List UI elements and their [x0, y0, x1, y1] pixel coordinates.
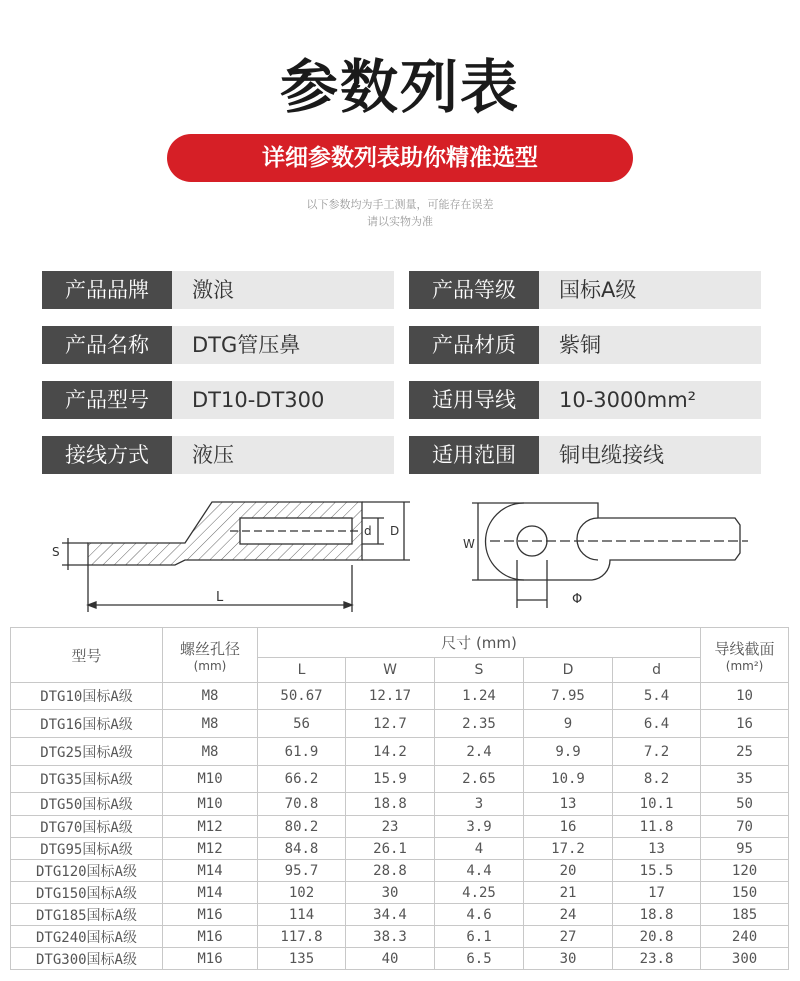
cell-d-large: 10.9 [524, 766, 613, 793]
cell-d-small: 23.8 [613, 948, 701, 970]
cell-l: 135 [258, 948, 346, 970]
cell-w: 40 [346, 948, 435, 970]
cell-d-large: 30 [524, 948, 613, 970]
top-view-drawing [472, 503, 748, 608]
cell-d-small: 5.4 [613, 683, 701, 710]
header-size: 尺寸 (mm) [258, 628, 701, 658]
cell-model: DTG185国标A级 [11, 904, 163, 926]
header-model: 型号 [11, 628, 163, 683]
cell-model: DTG95国标A级 [11, 838, 163, 860]
cell-screw-hole: M16 [163, 948, 258, 970]
cell-l: 66.2 [258, 766, 346, 793]
disclaimer-line-1: 以下参数均为手工测量，可能存在误差 [306, 198, 494, 211]
table-row [11, 838, 789, 860]
spec-brand [42, 271, 394, 309]
cell-d-small: 20.8 [613, 926, 701, 948]
cell-model: DTG50国标A级 [11, 793, 163, 816]
table-row [11, 683, 789, 710]
cell-model: DTG16国标A级 [11, 710, 163, 738]
spec-key: 接线方式 [42, 436, 172, 474]
cell-model: DTG70国标A级 [11, 816, 163, 838]
cell-model: DTG25国标A级 [11, 738, 163, 766]
spec-range [409, 436, 761, 474]
cell-s: 4 [435, 838, 524, 860]
subheader-l: L [258, 658, 346, 683]
cell-wire-section: 16 [701, 710, 789, 738]
cell-w: 26.1 [346, 838, 435, 860]
spec-connection [42, 436, 394, 474]
cell-wire-section: 95 [701, 838, 789, 860]
cell-s: 4.25 [435, 882, 524, 904]
cell-s: 3.9 [435, 816, 524, 838]
cell-screw-hole: M16 [163, 926, 258, 948]
cell-screw-hole: M10 [163, 793, 258, 816]
cell-screw-hole: M8 [163, 683, 258, 710]
cell-l: 70.8 [258, 793, 346, 816]
cell-wire-section: 10 [701, 683, 789, 710]
cell-wire-section: 70 [701, 816, 789, 838]
side-view-drawing [62, 502, 410, 612]
spec-value: 国标A级 [539, 271, 761, 309]
cell-w: 28.8 [346, 860, 435, 882]
dim-label-w: W [463, 537, 475, 551]
cell-l: 114 [258, 904, 346, 926]
cell-d-large: 9 [524, 710, 613, 738]
cell-wire-section: 150 [701, 882, 789, 904]
cell-model: DTG10国标A级 [11, 683, 163, 710]
spec-key: 产品名称 [42, 326, 172, 364]
cell-d-large: 9.9 [524, 738, 613, 766]
cell-s: 2.4 [435, 738, 524, 766]
cell-l: 102 [258, 882, 346, 904]
cell-d-small: 8.2 [613, 766, 701, 793]
cell-d-large: 16 [524, 816, 613, 838]
cell-d-large: 24 [524, 904, 613, 926]
spec-value: 10-3000mm² [539, 381, 761, 419]
cell-screw-hole: M16 [163, 904, 258, 926]
dim-label-d-large: D [390, 524, 400, 538]
cell-wire-section: 35 [701, 766, 789, 793]
cell-w: 30 [346, 882, 435, 904]
spec-grade [409, 271, 761, 309]
header-screw-hole [163, 628, 258, 683]
cell-s: 1.24 [435, 683, 524, 710]
spec-value: 紫铜 [539, 326, 761, 364]
cell-s: 3 [435, 793, 524, 816]
table-row [11, 738, 789, 766]
cell-w: 15.9 [346, 766, 435, 793]
parameter-table [10, 627, 789, 970]
page-title: 参数列表 [279, 53, 520, 121]
cell-d-small: 10.1 [613, 793, 701, 816]
cell-w: 12.17 [346, 683, 435, 710]
header-wire-unit: (mm²) [725, 658, 764, 673]
cell-d-large: 27 [524, 926, 613, 948]
spec-value: 铜电缆接线 [539, 436, 761, 474]
header-wire-label: 导线截面 [714, 639, 775, 658]
header-screw-label: 螺丝孔径 [179, 639, 240, 658]
cell-d-small: 6.4 [613, 710, 701, 738]
dim-label-l: L [216, 590, 224, 605]
cell-screw-hole: M8 [163, 710, 258, 738]
cell-d-large: 21 [524, 882, 613, 904]
parameter-table-body [11, 683, 789, 970]
subheader-d-large: D [524, 658, 613, 683]
table-row [11, 948, 789, 970]
cell-screw-hole: M14 [163, 860, 258, 882]
spec-key: 产品等级 [409, 271, 539, 309]
table-row [11, 710, 789, 738]
subheader-d-small: d [613, 658, 701, 683]
spec-material [409, 326, 761, 364]
spec-key: 产品型号 [42, 381, 172, 419]
cell-w: 34.4 [346, 904, 435, 926]
cell-s: 6.1 [435, 926, 524, 948]
cell-model: DTG150国标A级 [11, 882, 163, 904]
cell-d-small: 17 [613, 882, 701, 904]
spec-wire [409, 381, 761, 419]
spec-key: 适用导线 [409, 381, 539, 419]
spec-value: 激浪 [172, 271, 394, 309]
subheader-s: S [435, 658, 524, 683]
spec-model [42, 381, 394, 419]
spec-name [42, 326, 394, 364]
cell-l: 50.67 [258, 683, 346, 710]
table-row [11, 816, 789, 838]
cell-s: 6.5 [435, 948, 524, 970]
table-row [11, 882, 789, 904]
cell-d-small: 18.8 [613, 904, 701, 926]
cell-d-small: 11.8 [613, 816, 701, 838]
cell-model: DTG300国标A级 [11, 948, 163, 970]
cell-l: 56 [258, 710, 346, 738]
cell-screw-hole: M14 [163, 882, 258, 904]
cell-screw-hole: M12 [163, 816, 258, 838]
cell-d-large: 17.2 [524, 838, 613, 860]
cell-l: 95.7 [258, 860, 346, 882]
spec-key: 产品品牌 [42, 271, 172, 309]
cell-l: 61.9 [258, 738, 346, 766]
cell-screw-hole: M10 [163, 766, 258, 793]
table-row [11, 926, 789, 948]
cell-d-large: 7.95 [524, 683, 613, 710]
cell-d-large: 13 [524, 793, 613, 816]
table-row [11, 766, 789, 793]
spec-value: 液压 [172, 436, 394, 474]
disclaimer-line-2: 请以实物为准 [367, 215, 433, 228]
cell-wire-section: 300 [701, 948, 789, 970]
cell-wire-section: 50 [701, 793, 789, 816]
cell-d-large: 20 [524, 860, 613, 882]
subheader-w: W [346, 658, 435, 683]
dim-label-phi: Φ [572, 592, 583, 607]
cell-s: 4.4 [435, 860, 524, 882]
cell-model: DTG35国标A级 [11, 766, 163, 793]
cell-w: 38.3 [346, 926, 435, 948]
table-row [11, 904, 789, 926]
cell-w: 14.2 [346, 738, 435, 766]
cell-l: 117.8 [258, 926, 346, 948]
cell-wire-section: 185 [701, 904, 789, 926]
spec-key: 产品材质 [409, 326, 539, 364]
cell-w: 18.8 [346, 793, 435, 816]
cell-screw-hole: M12 [163, 838, 258, 860]
dimension-drawings [0, 488, 800, 623]
dim-label-d-small: d [364, 524, 372, 538]
cell-l: 80.2 [258, 816, 346, 838]
subtitle-banner: 详细参数列表助你精准选型 [167, 134, 633, 182]
dim-label-s: S [52, 545, 60, 559]
cell-screw-hole: M8 [163, 738, 258, 766]
spec-value: DTG管压鼻 [172, 326, 394, 364]
cell-wire-section: 25 [701, 738, 789, 766]
cell-w: 12.7 [346, 710, 435, 738]
header-screw-unit: (mm) [193, 658, 227, 673]
cell-s: 4.6 [435, 904, 524, 926]
cell-model: DTG120国标A级 [11, 860, 163, 882]
table-row [11, 860, 789, 882]
cell-w: 23 [346, 816, 435, 838]
table-row [11, 793, 789, 816]
cell-l: 84.8 [258, 838, 346, 860]
spec-key: 适用范围 [409, 436, 539, 474]
spec-value: DT10-DT300 [172, 381, 394, 419]
cell-s: 2.65 [435, 766, 524, 793]
cell-s: 2.35 [435, 710, 524, 738]
cell-d-small: 7.2 [613, 738, 701, 766]
cell-model: DTG240国标A级 [11, 926, 163, 948]
cell-wire-section: 120 [701, 860, 789, 882]
header-wire-section [701, 628, 789, 683]
cell-wire-section: 240 [701, 926, 789, 948]
cell-d-small: 15.5 [613, 860, 701, 882]
cell-d-small: 13 [613, 838, 701, 860]
